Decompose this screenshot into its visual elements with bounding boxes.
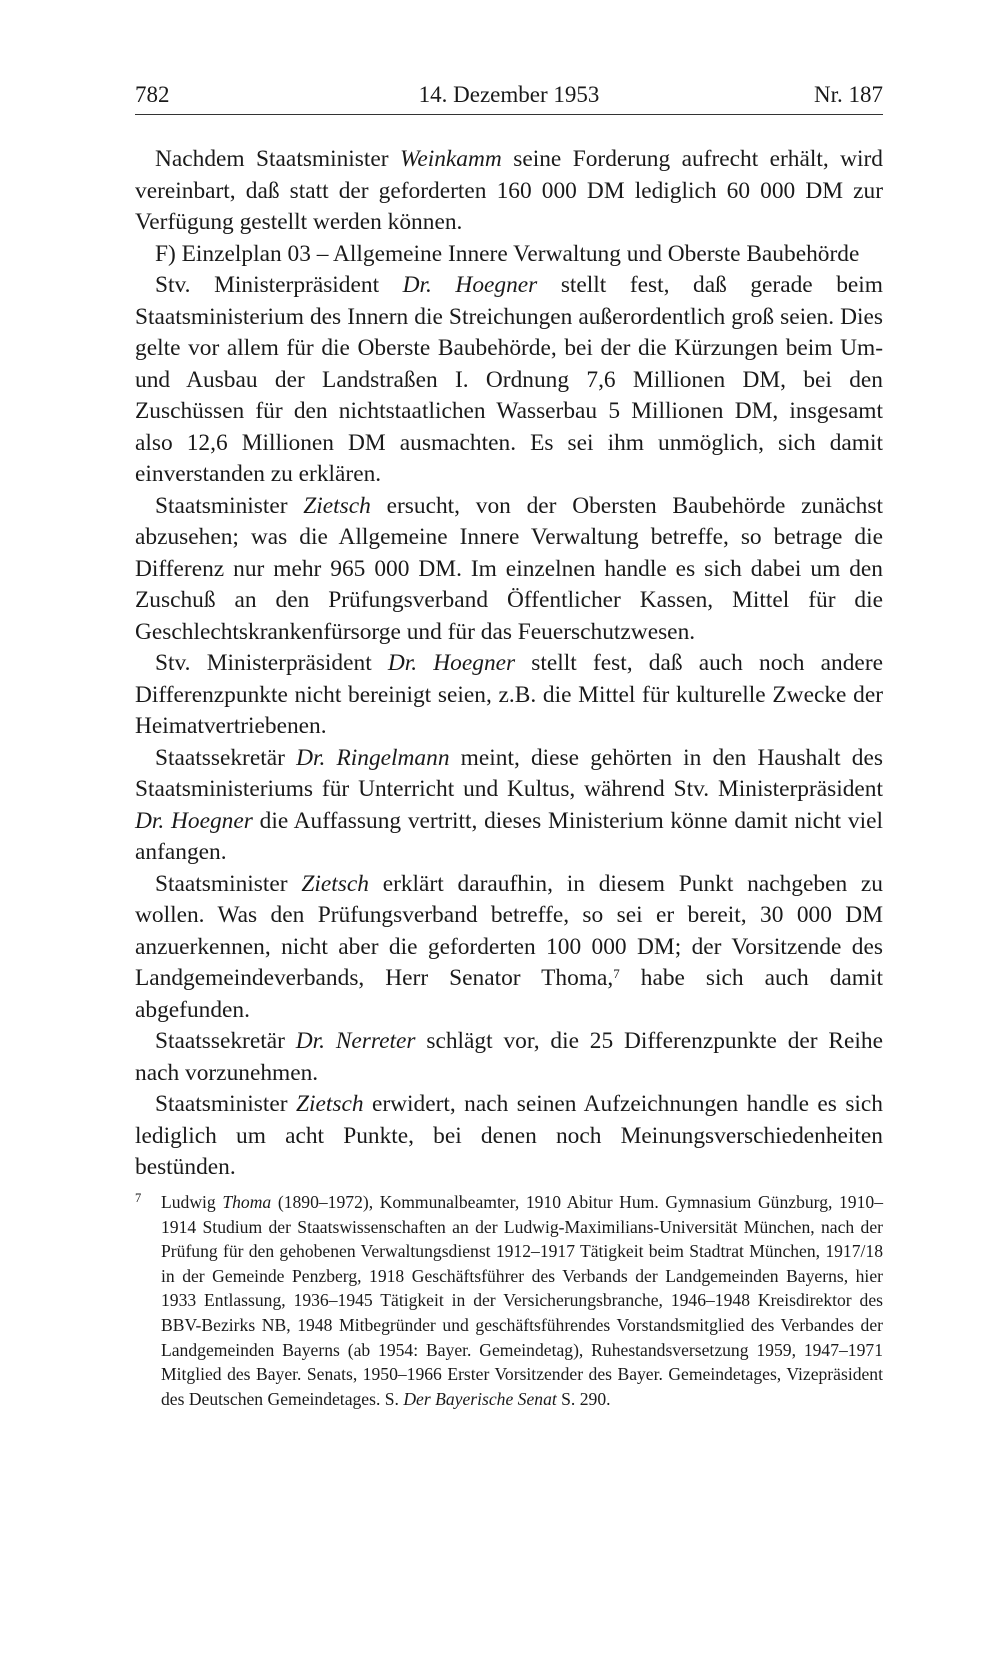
footnote-7 bbox=[135, 1190, 883, 1411]
text-run: Staatssekretär bbox=[155, 1028, 296, 1054]
person-name: Dr. Nerreter bbox=[295, 1028, 416, 1054]
paragraph-6 bbox=[135, 743, 883, 869]
body-text bbox=[135, 144, 883, 1184]
page-number: 782 bbox=[135, 82, 170, 107]
footnote-reference[interactable]: 7 bbox=[613, 965, 620, 981]
paragraph-5 bbox=[135, 648, 883, 743]
text-run: Staatsminister bbox=[155, 870, 302, 897]
section-heading: F) Einzelplan 03 – Allgemeine Innere Verwaltung und Oberste Baubehörde bbox=[155, 240, 860, 267]
text-run: erwidert, nach seinen Aufzeichnungen handle es sich lediglich um acht Punkte, bei denen noch Meinungsverschiedenheiten bestünden. bbox=[135, 1091, 883, 1180]
header-issue-number: Nr. 187 bbox=[814, 82, 883, 107]
text-run: stellt fest, daß gerade beim Staatsministerium des Innern die Streichungen außerordentlich groß seien. Dies gelte vor allem für die Oberste Baubehörde, bei der die Kürzungen beim Um- und Ausbau der Landstraßen I. Ordnung 7,6 Millionen DM, bei den Zuschüssen für den nichtstaatlichen Wasserbau 5 Millionen DM, insgesamt also 12,6 Millionen DM ausmachten. Es sei ihm unmöglich, sich damit einverstanden zu erklären. bbox=[135, 272, 883, 487]
text-run: stellt fest, daß auch noch andere Differenzpunkte nicht bereinigt seien, z.B. die Mittel für kulturelle Zwecke der Heimatvertriebenen. bbox=[135, 650, 883, 739]
paragraph-8 bbox=[135, 1026, 883, 1089]
text-run: Staatssekretär bbox=[155, 744, 297, 771]
text-run: seine Forderung aufrecht erhält, wird vereinbart, daß statt der geforderten 160 000 DM lediglich 60 000 DM zur Verfügung gestellt werden können. bbox=[135, 146, 884, 235]
text-run: meint, diese gehörten in den Haushalt des Staatsministeriums für Unterricht und Kultus, während Stv. Ministerpräsident bbox=[135, 744, 883, 802]
paragraph-9 bbox=[135, 1089, 883, 1184]
text-run: Stv. Ministerpräsident bbox=[155, 272, 403, 298]
text-run: schlägt vor, die 25 Differenzpunkte der Reihe nach vorzunehmen. bbox=[135, 1028, 883, 1086]
footnotes bbox=[135, 1190, 883, 1411]
text-run: (1890–1972), Kommunalbeamter, 1910 Abitur Hum. Gymnasium Günzburg, 1910–1914 Studium der Staatswissenschaften an der Ludwig-Maximilians-Universität München, nach der Prüfung für den gehobenen Verwaltungsdienst 1912–1917 Tätigkeit beim Stadtrat München, 1917/18 in der Gemeinde Penzberg, 1918 Geschäftsführer des Verbands der Landgemeinden Bayerns, hier 1933 Entlassung, 1936–1945 Tätigkeit in der Versicherungsbranche, 1946–1948 Kreisdirektor des BBV-Bezirks NB, 1948 Mitbegründer und geschäftsführendes Vorstandsmitglied des Verbandes der Landgemeinden Bayerns (ab 1954: Bayer. Gemeindetag), Ruhestandsversetzung 1959, 1947–1971 Mitglied des Bayer. Senats, 1950–1966 Erster Vorsitzender des Bayer. Gemeindetages, Vizepräsident des Deutschen Gemeindetages. S. bbox=[161, 1192, 883, 1409]
person-name: Thoma bbox=[222, 1192, 272, 1212]
person-name: Zietsch bbox=[295, 1091, 364, 1117]
person-name: Weinkamm bbox=[400, 146, 502, 172]
paragraph-7 bbox=[135, 869, 883, 1027]
person-name: Dr. Hoegner bbox=[387, 650, 516, 676]
text-run: Ludwig bbox=[161, 1192, 223, 1212]
footnote-number: 7 bbox=[135, 1191, 142, 1205]
header-date: 14. Dezember 1953 bbox=[418, 82, 600, 107]
paragraph-4 bbox=[135, 491, 883, 649]
text-run: die Auffassung vertritt, dieses Ministerium könne damit nicht viel anfangen. bbox=[135, 807, 883, 865]
text-run: erklärt daraufhin, in diesem Punkt nachgeben zu wollen. Was den Prüfungsverband betreffe, so sei er bereit, 30 000 DM anzuerkennen, nicht aber die geforderten 100 000 DM; der Vorsitzende des Landgemeindeverbands, Herr Senator Thoma, bbox=[135, 870, 884, 991]
paragraph-1 bbox=[135, 144, 883, 239]
running-header bbox=[135, 80, 883, 115]
person-name: Zietsch bbox=[303, 492, 371, 519]
text-run: S. 290. bbox=[556, 1388, 611, 1409]
person-name: Dr. Hoegner bbox=[135, 807, 253, 834]
paragraph-3 bbox=[135, 270, 883, 491]
text-run: habe sich auch damit abgefunden. bbox=[135, 965, 883, 1023]
person-name: Zietsch bbox=[301, 870, 369, 897]
text-run: Staatsminister bbox=[155, 1091, 296, 1117]
text-run: Nachdem Staatsminister bbox=[155, 146, 401, 172]
source-title: Der Bayerische Senat bbox=[403, 1388, 557, 1409]
text-run: Stv. Ministerpräsident bbox=[155, 650, 388, 676]
text-run: ersucht, von der Obersten Baubehörde zunächst abzusehen; was die Allgemeine Innere Verwaltung betreffe, so betrage die Differenz nur mehr 965 000 DM. Im einzelnen handle es sich dabei um den Zuschuß an den Prüfungsverband Öffentlicher Kassen, Mittel für die Geschlechtskrankenfürsorge und für das Feuerschutzwesen. bbox=[135, 492, 883, 645]
person-name: Dr. Hoegner bbox=[402, 272, 538, 298]
text-run: Staatsminister bbox=[155, 492, 304, 519]
person-name: Dr. Ringelmann bbox=[296, 744, 450, 771]
